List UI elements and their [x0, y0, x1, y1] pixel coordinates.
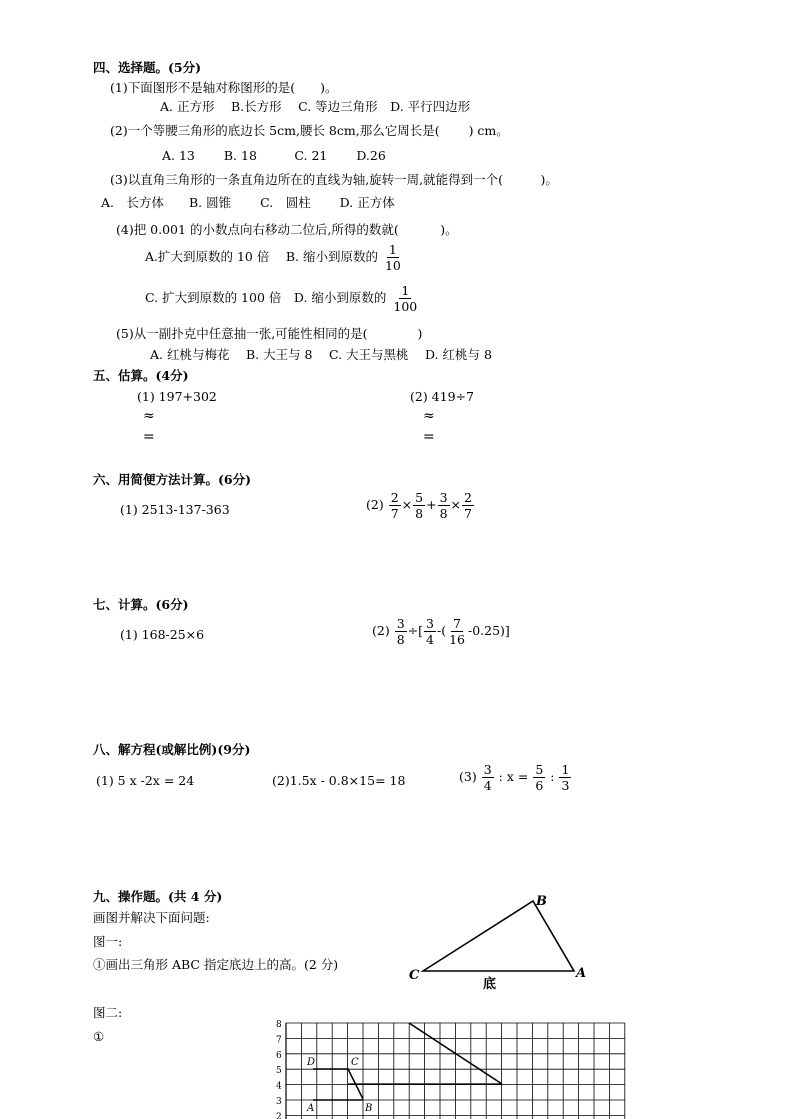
- base-label: 底: [483, 977, 497, 992]
- denominator: 6: [535, 778, 544, 794]
- s7-problem-2-label: (2): [372, 623, 390, 639]
- s6-problem-1: (1) 2513-137-363: [120, 502, 230, 517]
- numerator: 2: [464, 490, 472, 505]
- denominator: 10: [384, 258, 401, 274]
- numerator: 3: [439, 490, 448, 505]
- denominator: 8: [439, 506, 448, 522]
- section7-title: 七、计算。(6分): [93, 597, 189, 612]
- fraction: [438, 491, 450, 520]
- vertex-label-b: B: [536, 894, 547, 909]
- section9-title: 九、操作题。(共 4 分): [93, 889, 223, 904]
- vertex-label-a: A: [576, 966, 587, 981]
- denominator: 100: [393, 299, 418, 315]
- grid-lines: [286, 1023, 625, 1119]
- s5-problem-1: (1) 197+302: [137, 389, 217, 404]
- q2-text: (2)一个等腰三角形的底边长 5cm,腰长 8cm,那么它周长是( ) cm。: [110, 123, 509, 138]
- q4-option-a-b: [145, 243, 404, 272]
- s9-intro: 画图并解决下面问题:: [93, 910, 210, 925]
- numerator: 3: [483, 762, 492, 777]
- denominator: 7: [464, 506, 472, 522]
- figure2-item: ①: [93, 1029, 105, 1044]
- q5-text: (5)从一副扑克中任意抽一张,可能性相同的是( ): [116, 326, 423, 341]
- expression-tail: -0.25)]: [467, 623, 510, 639]
- figure2-label: 图二:: [93, 1005, 123, 1020]
- grid-y-label: 4: [276, 1081, 282, 1092]
- equal-sign: =: [423, 429, 435, 445]
- s8-problem-3-label: (3): [459, 769, 477, 785]
- q4-option-c-d: [145, 284, 420, 313]
- triangle-abc-figure: [400, 890, 600, 995]
- triangle-abc: [423, 901, 574, 971]
- s5-problem-2: (2) 419÷7: [410, 389, 474, 404]
- grid-y-label: 5: [276, 1066, 282, 1077]
- grid-figure: [270, 1015, 630, 1119]
- numerator: 5: [535, 762, 544, 777]
- fraction: [389, 491, 401, 520]
- s7-problem-2: [372, 617, 510, 646]
- fraction: [395, 617, 407, 646]
- fraction: [462, 491, 474, 520]
- section6-title: 六、用简便方法计算。(6分): [93, 472, 252, 487]
- numerator: 3: [396, 616, 405, 631]
- grid-y-labels: [276, 1020, 282, 1119]
- section4-title: 四、选择题。(5分): [93, 60, 202, 75]
- numerator: 1: [388, 242, 397, 257]
- grid-y-label: 3: [276, 1097, 282, 1107]
- grid-y-label: 2: [276, 1112, 282, 1119]
- denominator: 3: [561, 778, 570, 794]
- operator-group: ÷[: [407, 623, 424, 639]
- section5-title: 五、估算。(4分): [93, 368, 189, 383]
- figure1-task: ①画出三角形 ABC 指定底边上的高。(2 分): [93, 957, 339, 972]
- grid-y-label: 6: [276, 1050, 282, 1061]
- numerator: 5: [415, 490, 424, 505]
- operator-group: -(: [436, 623, 447, 639]
- fraction-1-10: [383, 243, 403, 272]
- equal-sign: =: [143, 429, 155, 445]
- s6-problem-2-label: (2): [366, 497, 384, 513]
- denominator: 7: [390, 506, 399, 522]
- point-label-b: B: [365, 1103, 373, 1114]
- s7-problem-1: (1) 168-25×6: [120, 627, 205, 642]
- figure1-label: 图一:: [93, 934, 123, 949]
- denominator: 8: [415, 506, 424, 522]
- q2-options: A. 13 B. 18 C. 21 D.26: [162, 148, 386, 163]
- numerator: 1: [561, 762, 570, 777]
- fraction: [424, 617, 436, 646]
- vertex-label-c: C: [409, 968, 420, 983]
- s8-problem-3: [459, 763, 572, 792]
- section8-title: 八、解方程(或解比例)(9分): [93, 742, 251, 757]
- q3-text: (3)以直角三角形的一条直角边所在的直线为轴,旋转一周,就能得到一个( )。: [110, 172, 558, 187]
- fraction: [533, 763, 545, 792]
- fraction-1-100: [391, 284, 419, 313]
- denominator: 4: [426, 632, 434, 648]
- s8-problem-2: (2)1.5x - 0.8×15= 18: [272, 773, 406, 788]
- operator: +: [426, 497, 437, 513]
- q4-option-a-text: A.扩大到原数的 10 倍 B. 缩小到原数的: [145, 249, 378, 265]
- q4-option-c-text: C. 扩大到原数的 100 倍 D. 缩小到原数的: [145, 290, 387, 306]
- approx-sign: ≈: [143, 408, 155, 424]
- fraction: [413, 491, 425, 520]
- s6-problem-2: [366, 491, 475, 520]
- numerator: 2: [390, 490, 399, 505]
- q4-text: (4)把 0.001 的小数点向右移动二位后,所得的数就( )。: [116, 222, 458, 237]
- grid-y-label: 7: [276, 1035, 282, 1046]
- numerator: 1: [401, 283, 410, 298]
- q1-text: (1)下面图形不是轴对称图形的是( )。: [110, 80, 338, 95]
- numerator: 3: [426, 616, 434, 631]
- denominator: 16: [449, 632, 465, 648]
- q1-options: A. 正方形 B.长方形 C. 等边三角形 D. 平行四边形: [160, 99, 471, 114]
- grid-y-label: 8: [276, 1020, 282, 1030]
- ratio-mid: : x =: [498, 769, 529, 785]
- approx-sign: ≈: [423, 408, 435, 424]
- point-label-d: D: [307, 1057, 316, 1068]
- fraction: [447, 617, 467, 646]
- denominator: 4: [483, 778, 492, 794]
- point-label-a: A: [307, 1103, 315, 1114]
- operator: ×: [401, 497, 413, 513]
- ratio-colon: :: [550, 769, 555, 785]
- numerator: 7: [453, 616, 461, 631]
- operator: ×: [450, 497, 462, 513]
- q5-options: A. 红桃与梅花 B. 大王与 8 C. 大王与黑桃 D. 红桃与 8: [150, 347, 492, 362]
- fraction: [482, 763, 494, 792]
- point-label-c: C: [351, 1057, 359, 1068]
- q3-options: A. 长方体 B. 圆锥 C. 圆柱 D. 正方体: [101, 195, 395, 210]
- s8-problem-1: (1) 5 x -2x = 24: [96, 773, 195, 788]
- denominator: 8: [396, 632, 405, 648]
- fraction: [559, 763, 571, 792]
